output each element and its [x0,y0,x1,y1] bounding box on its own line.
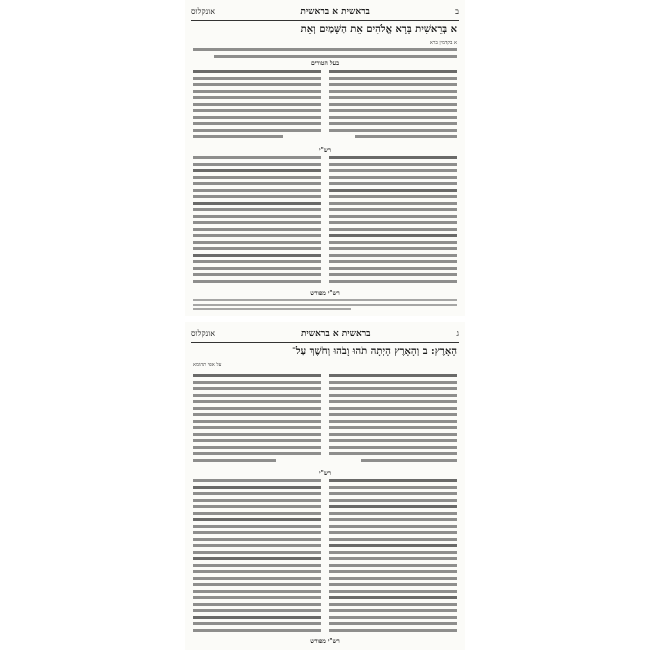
running-header [191,326,459,340]
commentary-column-right [329,70,457,142]
page-label: ג [456,328,459,338]
commentary-column-right [329,374,457,465]
section-heading: רש"י מפורש [310,638,340,645]
rashi-column-left [193,156,321,286]
section-heading: רש"י [319,147,331,154]
running-title: בראשית א בראשית [300,6,370,17]
verse-text: הָאָרֶץ: ב וְהָאָרֶץ הָיְתָה תֹהוּ וָבֹהוּ וְחֹשֶׁךְ עַל־ [292,346,457,357]
verse-text: א בְּרֵאשִׁית בָּרָא אֱלֹהִים אֵת הַשָּׁמַיִם וְאֵת [300,24,457,35]
page-label: ב [455,6,459,16]
header-rule [191,20,459,21]
footnotes [193,299,457,313]
running-header [191,4,459,18]
edition-label: אונקלוס [191,6,216,16]
edition-label: אונקלוס [191,328,216,338]
page-bottom [185,322,465,650]
verse-gloss: על אפי תהומא [193,362,222,368]
rashi-column-left [193,479,321,635]
running-title: בראשית א בראשית [300,328,371,339]
commentary-column-left [193,70,321,142]
section-heading: רש"י מפורש [310,290,340,297]
header-rule [191,342,459,343]
commentary-column-left [193,374,321,465]
section-heading: רש"י [319,470,331,477]
section-heading: בעל הטורים [310,60,340,67]
rashi-column-right [329,479,457,635]
verse-gloss: א בקדמין ברא [429,40,457,46]
rashi-column-right [329,156,457,286]
page-top [185,0,465,316]
